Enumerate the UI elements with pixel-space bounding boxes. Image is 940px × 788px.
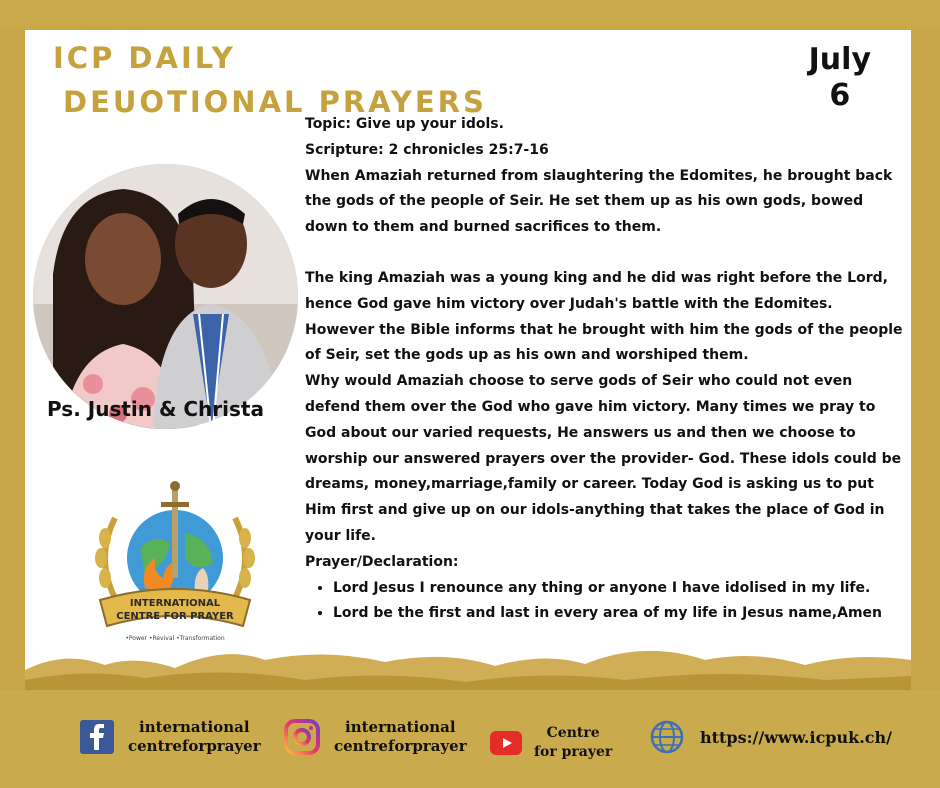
footer: [0, 690, 940, 788]
paragraph-3: However the Bible informs that he brought with him the gods of the people of Seir, set the gods up as his own and worshiped them.: [305, 321, 903, 364]
prayer-heading: Prayer/Declaration:: [305, 553, 459, 570]
prayer-item: • Lord be the first and last in every area of my life in Jesus name,Amen: [333, 601, 905, 627]
youtube-line2: for prayer: [534, 744, 613, 760]
paragraph-4: Why would Amaziah choose to serve gods of Seir who could not even defend them over the God who gave him victory. Many times we pray to God about our varied requests, He answers us and then we choose to worship our answered prayers over the provider- God. These idols could be dreams, money,marriage,family or career. Today God is asking us to put Him first and give up on our idols-anything that takes the place of God in your life.: [305, 373, 902, 544]
scripture: Scripture: 2 chronicles 25:7-16: [305, 141, 549, 158]
content-panel: [25, 30, 911, 690]
youtube-icon: [490, 731, 522, 755]
pastors-caption: Ps. Justin & Christa: [47, 397, 264, 421]
title-line-1: ICP DAILY: [53, 41, 236, 75]
paragraph-2: The king Amaziah was a young king and he did was right before the Lord, hence God gave him victory over Judah's battle with the Edomites.: [305, 269, 888, 312]
facebook-link[interactable]: [80, 718, 261, 756]
website-link[interactable]: [650, 720, 892, 754]
globe-icon: [650, 720, 684, 754]
top-border: [0, 0, 940, 26]
logo-tagline: •Power •Revival •Transformation: [125, 635, 225, 642]
pastors-photo-illustration: [33, 164, 298, 429]
facebook-line2: centreforprayer: [128, 737, 261, 755]
prayer-item: • Lord Jesus I renounce any thing or anyone I have idolised in my life.: [333, 576, 905, 602]
icp-logo: [85, 478, 265, 648]
paragraph-spacer: [305, 241, 905, 266]
date-month: July: [808, 42, 871, 77]
logo-banner-line1: INTERNATIONAL: [129, 598, 221, 609]
youtube-link[interactable]: [490, 724, 612, 762]
page-title: [53, 36, 487, 124]
title-line-2: DEUOTIONAL PRAYERS: [63, 85, 487, 119]
instagram-icon: [284, 719, 320, 755]
devotional-text: [305, 112, 905, 627]
facebook-line1: international: [139, 718, 250, 736]
logo-banner-line2: CENTRE FOR PRAYER: [116, 611, 234, 622]
instagram-link[interactable]: [284, 718, 467, 756]
paragraph-1: When Amaziah returned from slaughtering the Edomites, he brought back the gods of the people of Seir. He set them up as his own gods, bowed down to them and burned sacrifices to them.: [305, 167, 893, 236]
date-badge: [809, 42, 871, 114]
instagram-line1: international: [345, 718, 456, 736]
icp-logo-emblem: [85, 478, 265, 648]
gold-ground-decoration: [25, 630, 911, 690]
facebook-icon: [80, 720, 114, 754]
youtube-line1: Centre: [546, 725, 600, 741]
website-url: https://www.icpuk.ch/: [700, 727, 892, 747]
topic: Topic: Give up your idols.: [305, 116, 504, 132]
pastors-photo: [33, 164, 298, 429]
prayer-list: [305, 576, 905, 628]
date-day: 6: [829, 78, 851, 113]
instagram-line2: centreforprayer: [334, 737, 467, 755]
